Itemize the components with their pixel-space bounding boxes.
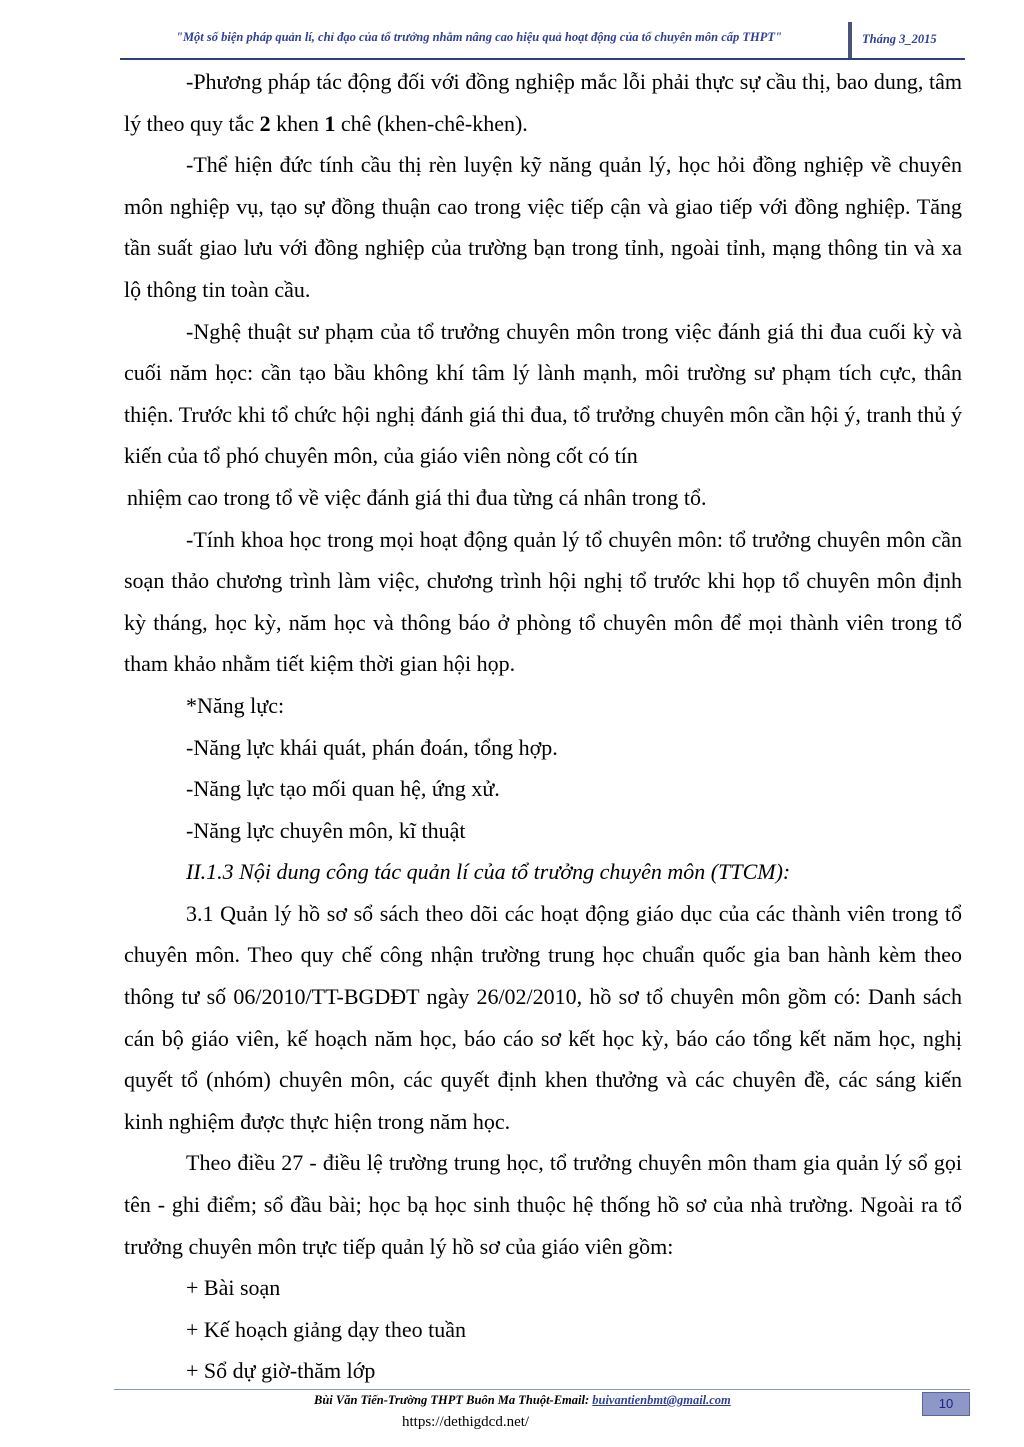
capability-item-2: -Năng lực tạo mối quan hệ, ứng xử. <box>186 776 500 802</box>
footer-author <box>314 1393 731 1408</box>
site-url: https://dethigdcd.net/ <box>402 1414 530 1430</box>
capability-heading: *Năng lực: <box>186 692 285 718</box>
section-heading: II.1.3 Nội dung công tác quản lí của tổ trưởng chuyên môn (TTCM): <box>186 859 791 885</box>
header-date: Tháng 3_2015 <box>862 32 937 46</box>
records-item-3: + Sổ dự giờ-thăm lớp <box>186 1358 376 1384</box>
page-number: 10 <box>922 1392 970 1416</box>
paragraph-article-27: Theo điều 27 - điều lệ trường trung học, tổ trưởng chuyên môn tham gia quản lý sổ gọi tên - ghi điểm; sổ đầu bài; học bạ học sinh thuộc hệ thống hồ sơ của nhà trường. Ngoài ra tổ trưởng chuyên môn trực tiếp quản lý hồ sơ của giáo viên gồm: <box>124 1150 962 1259</box>
paragraph-1-bold-1: 1 <box>324 110 336 136</box>
paragraph-1-text-e: chê (khen-chê-khen). <box>335 110 528 136</box>
header-separator <box>848 22 852 58</box>
capability-item-3: -Năng lực chuyên môn, kĩ thuật <box>186 817 466 843</box>
footer-author-text: Bùi Văn Tiến-Trường THPT Buôn Ma Thuột-Email: <box>314 1393 593 1407</box>
capability-item-1: -Năng lực khái quát, phán đoán, tổng hợp. <box>186 734 558 760</box>
document-body <box>124 61 962 1392</box>
paragraph-3: -Nghệ thuật sư phạm của tổ trưởng chuyên môn trong việc đánh giá thi đua cuối kỳ và cuối năm học: cần tạo bầu không khí tâm lý lành mạnh, môi trường sư phạm tích cực, thân thiện. Trước khi tổ chức hội nghị đánh giá thi đua, tổ trưởng chuyên môn cần hội ý, tranh thủ ý kiến của tổ phó chuyên môn, của giáo viên nòng cốt có tín <box>124 318 962 469</box>
page-header <box>120 22 965 60</box>
footer-email-link[interactable]: buivantienbmt@gmail.com <box>592 1393 731 1407</box>
header-title: "Một số biện pháp quản lí, chỉ đạo của tổ trưởng nhằm nâng cao hiệu quả hoạt động của tổ chuyên môn cấp THPT" <box>176 30 782 44</box>
records-item-1: + Bài soạn <box>186 1275 281 1301</box>
footer-divider <box>114 1389 970 1390</box>
paragraph-3-1: 3.1 Quản lý hồ sơ sổ sách theo dõi các hoạt động giáo dục của các thành viên trong tổ chuyên môn. Theo quy chế công nhận trường trung học chuẩn quốc gia ban hành kèm theo thông tư số 06/2010/TT-BGDĐT ngày 26/02/2010, hồ sơ tổ chuyên môn gồm có: Danh sách cán bộ giáo viên, kế hoạch năm học, báo cáo sơ kết học kỳ, báo cáo tổng kết năm học, nghị quyết tổ (nhóm) chuyên môn, các quyết định khen thưởng và các chuyên đề, các sáng kiến kinh nghiệm được thực hiện trong năm học. <box>124 900 962 1134</box>
paragraph-4: -Tính khoa học trong mọi hoạt động quản lý tổ chuyên môn: tổ trưởng chuyên môn cần soạn thảo chương trình làm việc, chương trình hội nghị tổ trước khi họp tổ chuyên môn định kỳ tháng, học kỳ, năm học và thông báo ở phòng tổ chuyên môn để mọi thành viên trong tổ tham khảo nhằm tiết kiệm thời gian hội họp. <box>124 526 962 677</box>
records-item-2: + Kế hoạch giảng dạy theo tuần <box>186 1316 466 1342</box>
paragraph-1-text-c: khen <box>270 110 325 136</box>
paragraph-1-text-a: -Phương pháp tác động đối với đồng nghiệp mắc lỗi phải thực sự cầu thị, bao dung, tâm lý theo quy tắc <box>124 69 962 136</box>
paragraph-3-continuation: nhiệm cao trong tổ về việc đánh giá thi đua từng cá nhân trong tổ. <box>127 484 707 510</box>
paragraph-2: -Thể hiện đức tính cầu thị rèn luyện kỹ năng quản lý, học hỏi đồng nghiệp về chuyên môn nghiệp vụ, tạo sự đồng thuận cao trong việc tiếp cận và giao tiếp với đồng nghiệp. Tăng tần suất giao lưu với đồng nghiệp của trường bạn trong tỉnh, ngoài tỉnh, mạng thông tin và xa lộ thông tin toàn cầu. <box>124 152 962 302</box>
paragraph-1-bold-2: 2 <box>259 110 271 136</box>
paragraph-1 <box>124 61 962 144</box>
